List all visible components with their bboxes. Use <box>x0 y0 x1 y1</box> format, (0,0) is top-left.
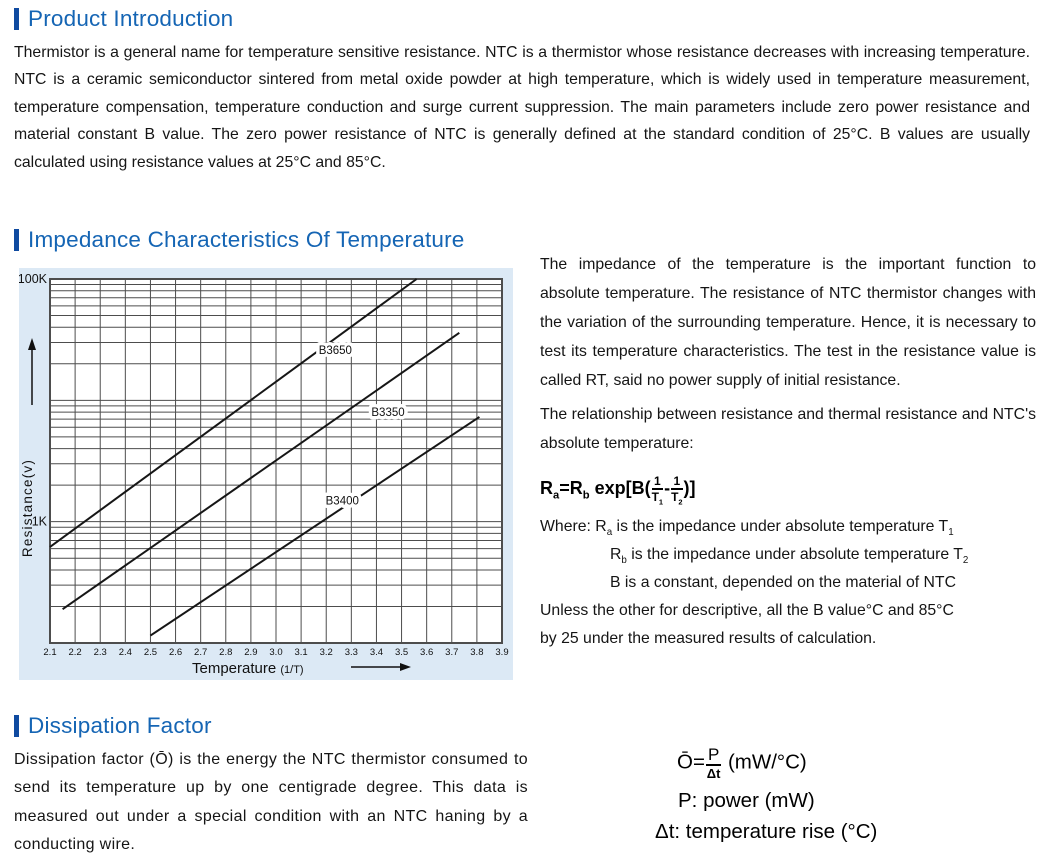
dissipation-formula: Ō= $\frac{P}{\Delta t}$ (mW/°C) <box>677 745 807 781</box>
where-line-3: B is a constant, depended on the material of NTC <box>610 574 956 591</box>
y-tick-label: 100K <box>19 272 47 286</box>
legend-temperature-rise: Δt: temperature rise (°C) <box>655 820 878 843</box>
x-tick-label: 3.9 <box>495 647 509 658</box>
dissipation-formula-block <box>655 746 877 844</box>
fraction-numerator: 1 <box>652 475 663 490</box>
fraction-denominator: $T_2$ <box>671 490 683 507</box>
where-line-5: by 25 under the measured results of calculation. <box>540 630 877 647</box>
dissipation-paragraph: Dissipation factor (Ō) is the energy the NTC thermistor consumed to send its temperature up by one centigrade degree. This data is measured out under a special condition with an NTC haning by a conducting wire. <box>14 751 528 854</box>
product-introduction-title: Product Introduction <box>28 6 234 31</box>
x-tick-label: 2.8 <box>219 647 233 658</box>
x-tick-label: 3.5 <box>394 647 409 658</box>
y-axis-title: Resistance(v) <box>20 458 35 558</box>
x-tick-label: 2.1 <box>43 647 57 658</box>
impedance-chart-svg <box>19 268 513 680</box>
x-tick-label: 2.7 <box>194 647 208 658</box>
formula-part: =R <box>559 477 583 498</box>
formula-part: )] <box>683 477 696 498</box>
x-tick-label: 2.5 <box>143 647 158 658</box>
intro-paragraph: Thermistor is a general name for temperature sensitive resistance. NTC is a thermistor whose resistance decreases with increasing temperature. NTC is a ceramic semiconductor sintered from metal oxide powder at high temperature, which is widely used in temperature measurement, temperature compensation, temperature conduction and surge current suppression. The main parameters include zero power resistance and material constant B value. The zero power resistance of NTC is generally defined at the standard condition of 25°C. B values are usually calculated using resistance values at 25°C and 85°C. <box>14 44 1030 171</box>
x-tick-label: 3.4 <box>369 647 384 658</box>
series-label-B3400: B3400 <box>325 495 359 508</box>
x-tick-label: 3.8 <box>470 647 484 658</box>
y-axis-arrow-icon <box>28 338 36 350</box>
impedance-text-column <box>540 250 1036 653</box>
legend-power: P: power (mW) <box>678 789 815 812</box>
y-tick-label: 1K <box>31 514 47 529</box>
resistance-formula <box>540 474 1036 507</box>
fraction-numerator: 1 <box>671 475 682 490</box>
impedance-chart-panel <box>19 268 513 680</box>
x-axis-title: Temperature (1/T) <box>192 660 304 677</box>
series-label-B3350: B3350 <box>371 407 405 420</box>
series-label-B3650: B3650 <box>318 345 352 357</box>
impedance-paragraph-1: The impedance of the temperature is the important function to absolute temperature. The resistance of NTC thermistor changes with the variation of the surrounding temperature. Hence, it is necessary to test its temperature characteristics. The test in the resistance value is called RT, said no power supply of initial resistance. <box>540 256 1036 389</box>
where-line-4: Unless the other for descriptive, all the B value°C and 85°C <box>540 602 954 619</box>
where-line-2: $R_b$ is the impedance under absolute temperature $T_2$ <box>610 546 969 567</box>
delta-symbol: Ō <box>677 750 693 774</box>
formula-part: exp[B( <box>589 477 651 498</box>
x-tick-label: 3.3 <box>344 647 358 658</box>
formula-unit: (mW/°C) <box>722 750 807 774</box>
fraction-1-over-T2 <box>671 474 683 507</box>
x-tick-label: 3.2 <box>319 647 333 658</box>
x-tick-label: 2.9 <box>244 647 258 658</box>
formula-minus: - <box>664 477 671 498</box>
x-tick-label: 3.1 <box>294 647 308 658</box>
where-line-1: Where: $R_a$ is the impedance under absolute temperature $T_1$ <box>540 518 954 539</box>
x-tick-label: 2.3 <box>93 647 107 658</box>
x-axis-arrow-icon <box>400 663 411 671</box>
section-heading-dissipation <box>14 713 212 739</box>
formula-where-block <box>540 513 1036 653</box>
x-tick-label: 3.7 <box>445 647 459 658</box>
section-heading-product-introduction <box>14 6 233 32</box>
x-tick-label: 2.2 <box>68 647 82 658</box>
fraction-1-over-T1 <box>651 474 664 507</box>
heading-accent-bar <box>14 8 19 30</box>
section-heading-impedance <box>14 227 465 253</box>
formula-part: R <box>540 477 553 498</box>
x-tick-label: 2.6 <box>168 647 183 658</box>
dissipation-title: Dissipation Factor <box>28 713 212 738</box>
x-tick-label: 3.6 <box>420 647 434 658</box>
heading-accent-bar <box>14 229 19 251</box>
formula-subscript: b <box>582 489 590 502</box>
impedance-title: Impedance Characteristics Of Temperature <box>28 227 465 252</box>
x-tick-label: 3.0 <box>269 647 283 658</box>
heading-accent-bar <box>14 715 19 737</box>
fraction-P-over-dt: $\frac{P}{\Delta t}$ <box>706 745 721 781</box>
x-tick-label: 2.4 <box>118 647 132 658</box>
formula-subscript: a <box>553 489 560 502</box>
impedance-paragraph-2: The relationship between resistance and thermal resistance and NTC's absolute temperature: <box>540 406 1036 452</box>
fraction-denominator: $T_1$ <box>651 490 664 507</box>
